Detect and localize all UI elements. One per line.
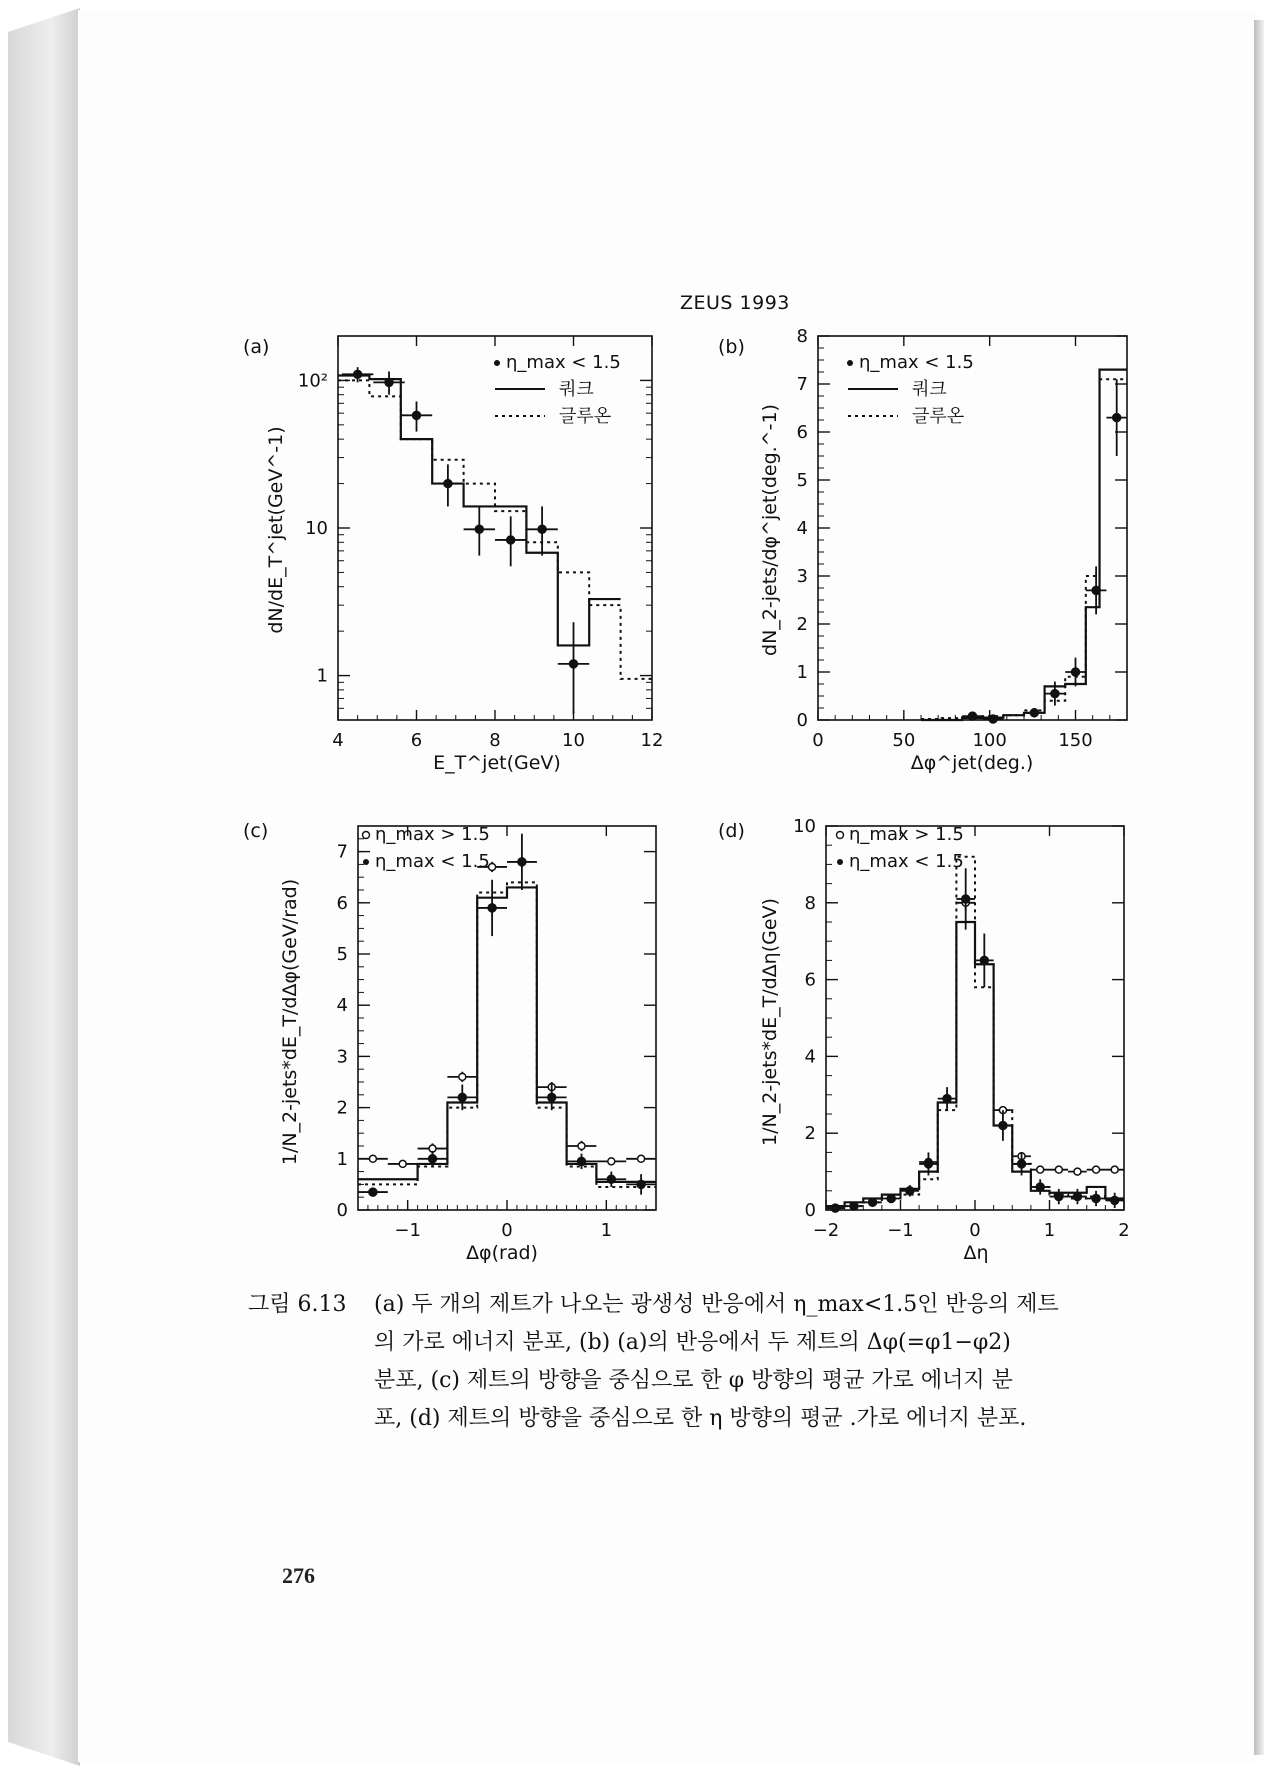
- data-point-open: [459, 1073, 466, 1080]
- legend-label: η_max < 1.5: [849, 851, 964, 872]
- x-tick-label: 150: [1058, 730, 1093, 751]
- data-point: [924, 1160, 932, 1168]
- x-tick-label: 0: [812, 730, 824, 751]
- ylabel-a: dN/dE_T^jet(GeV^-1): [265, 426, 287, 634]
- data-point: [980, 956, 988, 964]
- data-point: [413, 411, 421, 419]
- data-point: [1092, 1194, 1100, 1202]
- y-tick-label: 4: [796, 518, 808, 539]
- y-tick-label: 3: [336, 1046, 348, 1068]
- y-tick-label: 10: [793, 816, 816, 837]
- data-point: [1073, 1193, 1081, 1201]
- panel-label-a: (a): [243, 336, 270, 358]
- data-point: [1030, 709, 1038, 717]
- y-tick-label: 2: [796, 614, 808, 635]
- data-point: [570, 660, 578, 668]
- x-tick-label: 100: [972, 730, 1007, 751]
- data-point: [578, 1157, 586, 1165]
- data-point: [548, 1093, 556, 1101]
- chart-b: [797, 326, 1127, 751]
- panel-label-c: (c): [243, 820, 269, 842]
- figure-title: ZEUS 1993: [680, 292, 790, 314]
- legend-marker-dot: [494, 360, 500, 366]
- y-tick-label: 6: [796, 422, 808, 443]
- x-tick-label: −1: [887, 1220, 914, 1241]
- y-tick-label: 6: [804, 969, 816, 991]
- x-tick-label: 8: [489, 730, 501, 751]
- legend-marker-open: [363, 832, 370, 839]
- data-point: [429, 1155, 437, 1163]
- y-tick-label: 5: [796, 470, 808, 491]
- y-tick-label: 5: [336, 944, 348, 965]
- legend-marker-dot: [363, 859, 369, 865]
- caption-line-2: 의 가로 에너지 분포, (b) (a)의 반응에서 두 제트의 Δφ(=φ1−φ2): [374, 1330, 1011, 1355]
- data-point-open: [1093, 1166, 1100, 1173]
- legend-label: 쿼크: [912, 379, 947, 400]
- y-tick-label: 2: [804, 1123, 816, 1145]
- data-point: [518, 858, 526, 866]
- caption-line-3: 분포, (c) 제트의 방향을 중심으로 한 φ 방향의 평균 가로 에너지 분: [374, 1368, 1013, 1393]
- x-tick-label: 6: [410, 730, 423, 751]
- histogram-solid: [826, 922, 1124, 1206]
- plot-frame: [338, 336, 652, 720]
- data-point: [962, 895, 970, 903]
- caption-line-1: (a) 두 개의 제트가 나오는 광생성 반응에서 η_max<1.5인 반응의 제트: [374, 1292, 1059, 1317]
- data-point: [887, 1194, 895, 1202]
- x-tick-label: 2: [1118, 1220, 1130, 1241]
- y-tick-label: 6: [336, 892, 348, 914]
- ylabel-c: 1/N_2-jets*dE_T/dΔφ(GeV/rad): [279, 878, 301, 1166]
- legend-label: 글루온: [559, 406, 612, 427]
- y-tick-label: 7: [336, 841, 348, 863]
- y-tick-label: 2: [336, 1097, 348, 1119]
- data-point: [354, 370, 362, 378]
- data-point: [444, 480, 452, 488]
- data-point: [1018, 1160, 1026, 1168]
- legend-marker-dot: [837, 859, 843, 865]
- data-point: [1055, 1193, 1063, 1201]
- data-point: [507, 536, 515, 544]
- panel-label-d: (d): [718, 820, 745, 842]
- data-point: [1036, 1183, 1044, 1191]
- data-point-open: [429, 1145, 436, 1152]
- y-tick-label: 4: [804, 1046, 816, 1068]
- legend-label: η_max > 1.5: [849, 824, 964, 845]
- y-tick-label: 1: [796, 662, 808, 683]
- y-tick-label: 8: [804, 892, 816, 914]
- data-point-open: [369, 1155, 376, 1162]
- data-point: [1072, 668, 1080, 676]
- x-tick-label: 10: [562, 730, 585, 751]
- data-point-open: [608, 1158, 615, 1165]
- plot-frame: [818, 336, 1127, 720]
- data-point: [458, 1093, 466, 1101]
- histogram-dotted: [921, 379, 1127, 719]
- legend-label: η_max < 1.5: [859, 352, 974, 373]
- xlabel-b: Δφ^jet(deg.): [910, 752, 1034, 774]
- xlabel-a: E_T^jet(GeV): [433, 752, 561, 774]
- y-tick-label: 0: [804, 1200, 816, 1221]
- data-point: [969, 712, 977, 720]
- data-point: [1092, 586, 1100, 594]
- data-point-open: [578, 1143, 585, 1150]
- data-point-open: [1055, 1166, 1062, 1173]
- y-tick-label: 1: [336, 1148, 348, 1170]
- data-point: [989, 715, 997, 723]
- y-tick-label: 4: [336, 995, 348, 1017]
- data-point: [1111, 1196, 1119, 1204]
- x-tick-label: −2: [812, 1220, 840, 1241]
- x-tick-label: 4: [332, 730, 344, 751]
- data-point-open: [399, 1160, 406, 1167]
- caption-line-4: 포, (d) 제트의 방향을 중심으로 한 η 방향의 평균 .가로 에너지 분포.: [374, 1406, 1027, 1431]
- data-point-open: [638, 1155, 645, 1162]
- data-point-open: [1037, 1166, 1044, 1173]
- data-point: [1113, 414, 1121, 422]
- x-tick-label: 0: [969, 1220, 981, 1241]
- chart-d: [793, 816, 1130, 1241]
- ylabel-d: 1/N_2-jets*dE_T/dΔη(GeV): [759, 898, 781, 1146]
- x-tick-label: −1: [394, 1220, 421, 1241]
- data-point: [488, 904, 496, 912]
- data-point: [850, 1202, 858, 1210]
- ylabel-b: dN_2-jets/dφ^jet(deg.^-1): [759, 404, 781, 656]
- y-tick-label: 0: [336, 1200, 348, 1221]
- y-tick-label: 10: [305, 518, 328, 539]
- data-point: [831, 1204, 839, 1212]
- histogram-dotted: [826, 857, 1124, 1208]
- histogram-dotted: [358, 882, 656, 1187]
- y-tick-label: 1: [316, 665, 328, 687]
- legend-marker-open: [837, 832, 844, 839]
- xlabel-c: Δφ(rad): [466, 1242, 538, 1264]
- chart-c: [337, 824, 656, 1241]
- y-tick-label: 0: [796, 710, 808, 731]
- panel-label-b: (b): [718, 336, 745, 358]
- y-tick-label: 10²: [297, 370, 328, 392]
- data-point: [538, 525, 546, 533]
- data-point: [369, 1188, 377, 1196]
- data-point: [943, 1095, 951, 1103]
- data-point: [385, 378, 393, 386]
- x-tick-label: 0: [501, 1220, 513, 1241]
- legend-marker-dot: [847, 360, 853, 366]
- legend-label: η_max > 1.5: [375, 824, 490, 845]
- caption-number: 그림 6.13: [248, 1292, 347, 1317]
- data-point: [637, 1180, 645, 1188]
- y-tick-label: 7: [796, 374, 808, 395]
- data-point: [475, 525, 483, 533]
- legend-label: 글루온: [912, 406, 965, 427]
- x-tick-label: 1: [1043, 1220, 1056, 1241]
- y-tick-label: 3: [796, 566, 808, 587]
- x-tick-label: 12: [640, 730, 664, 751]
- chart-a: [298, 336, 664, 751]
- xlabel-d: Δη: [963, 1242, 989, 1264]
- histogram-solid: [358, 887, 656, 1181]
- page-number: 276: [282, 1563, 315, 1588]
- legend-label: η_max < 1.5: [506, 352, 621, 373]
- data-point: [999, 1122, 1007, 1130]
- x-tick-label: 1: [600, 1220, 613, 1241]
- data-point-open: [1111, 1166, 1118, 1173]
- legend-label: η_max < 1.5: [375, 851, 490, 872]
- data-point: [607, 1175, 615, 1183]
- y-tick-label: 8: [796, 326, 808, 347]
- data-point: [1051, 690, 1059, 698]
- x-tick-label: 50: [892, 730, 916, 751]
- data-point: [906, 1187, 914, 1195]
- data-point-open: [1074, 1168, 1081, 1175]
- legend-label: 쿼크: [559, 379, 594, 400]
- data-point: [869, 1198, 877, 1206]
